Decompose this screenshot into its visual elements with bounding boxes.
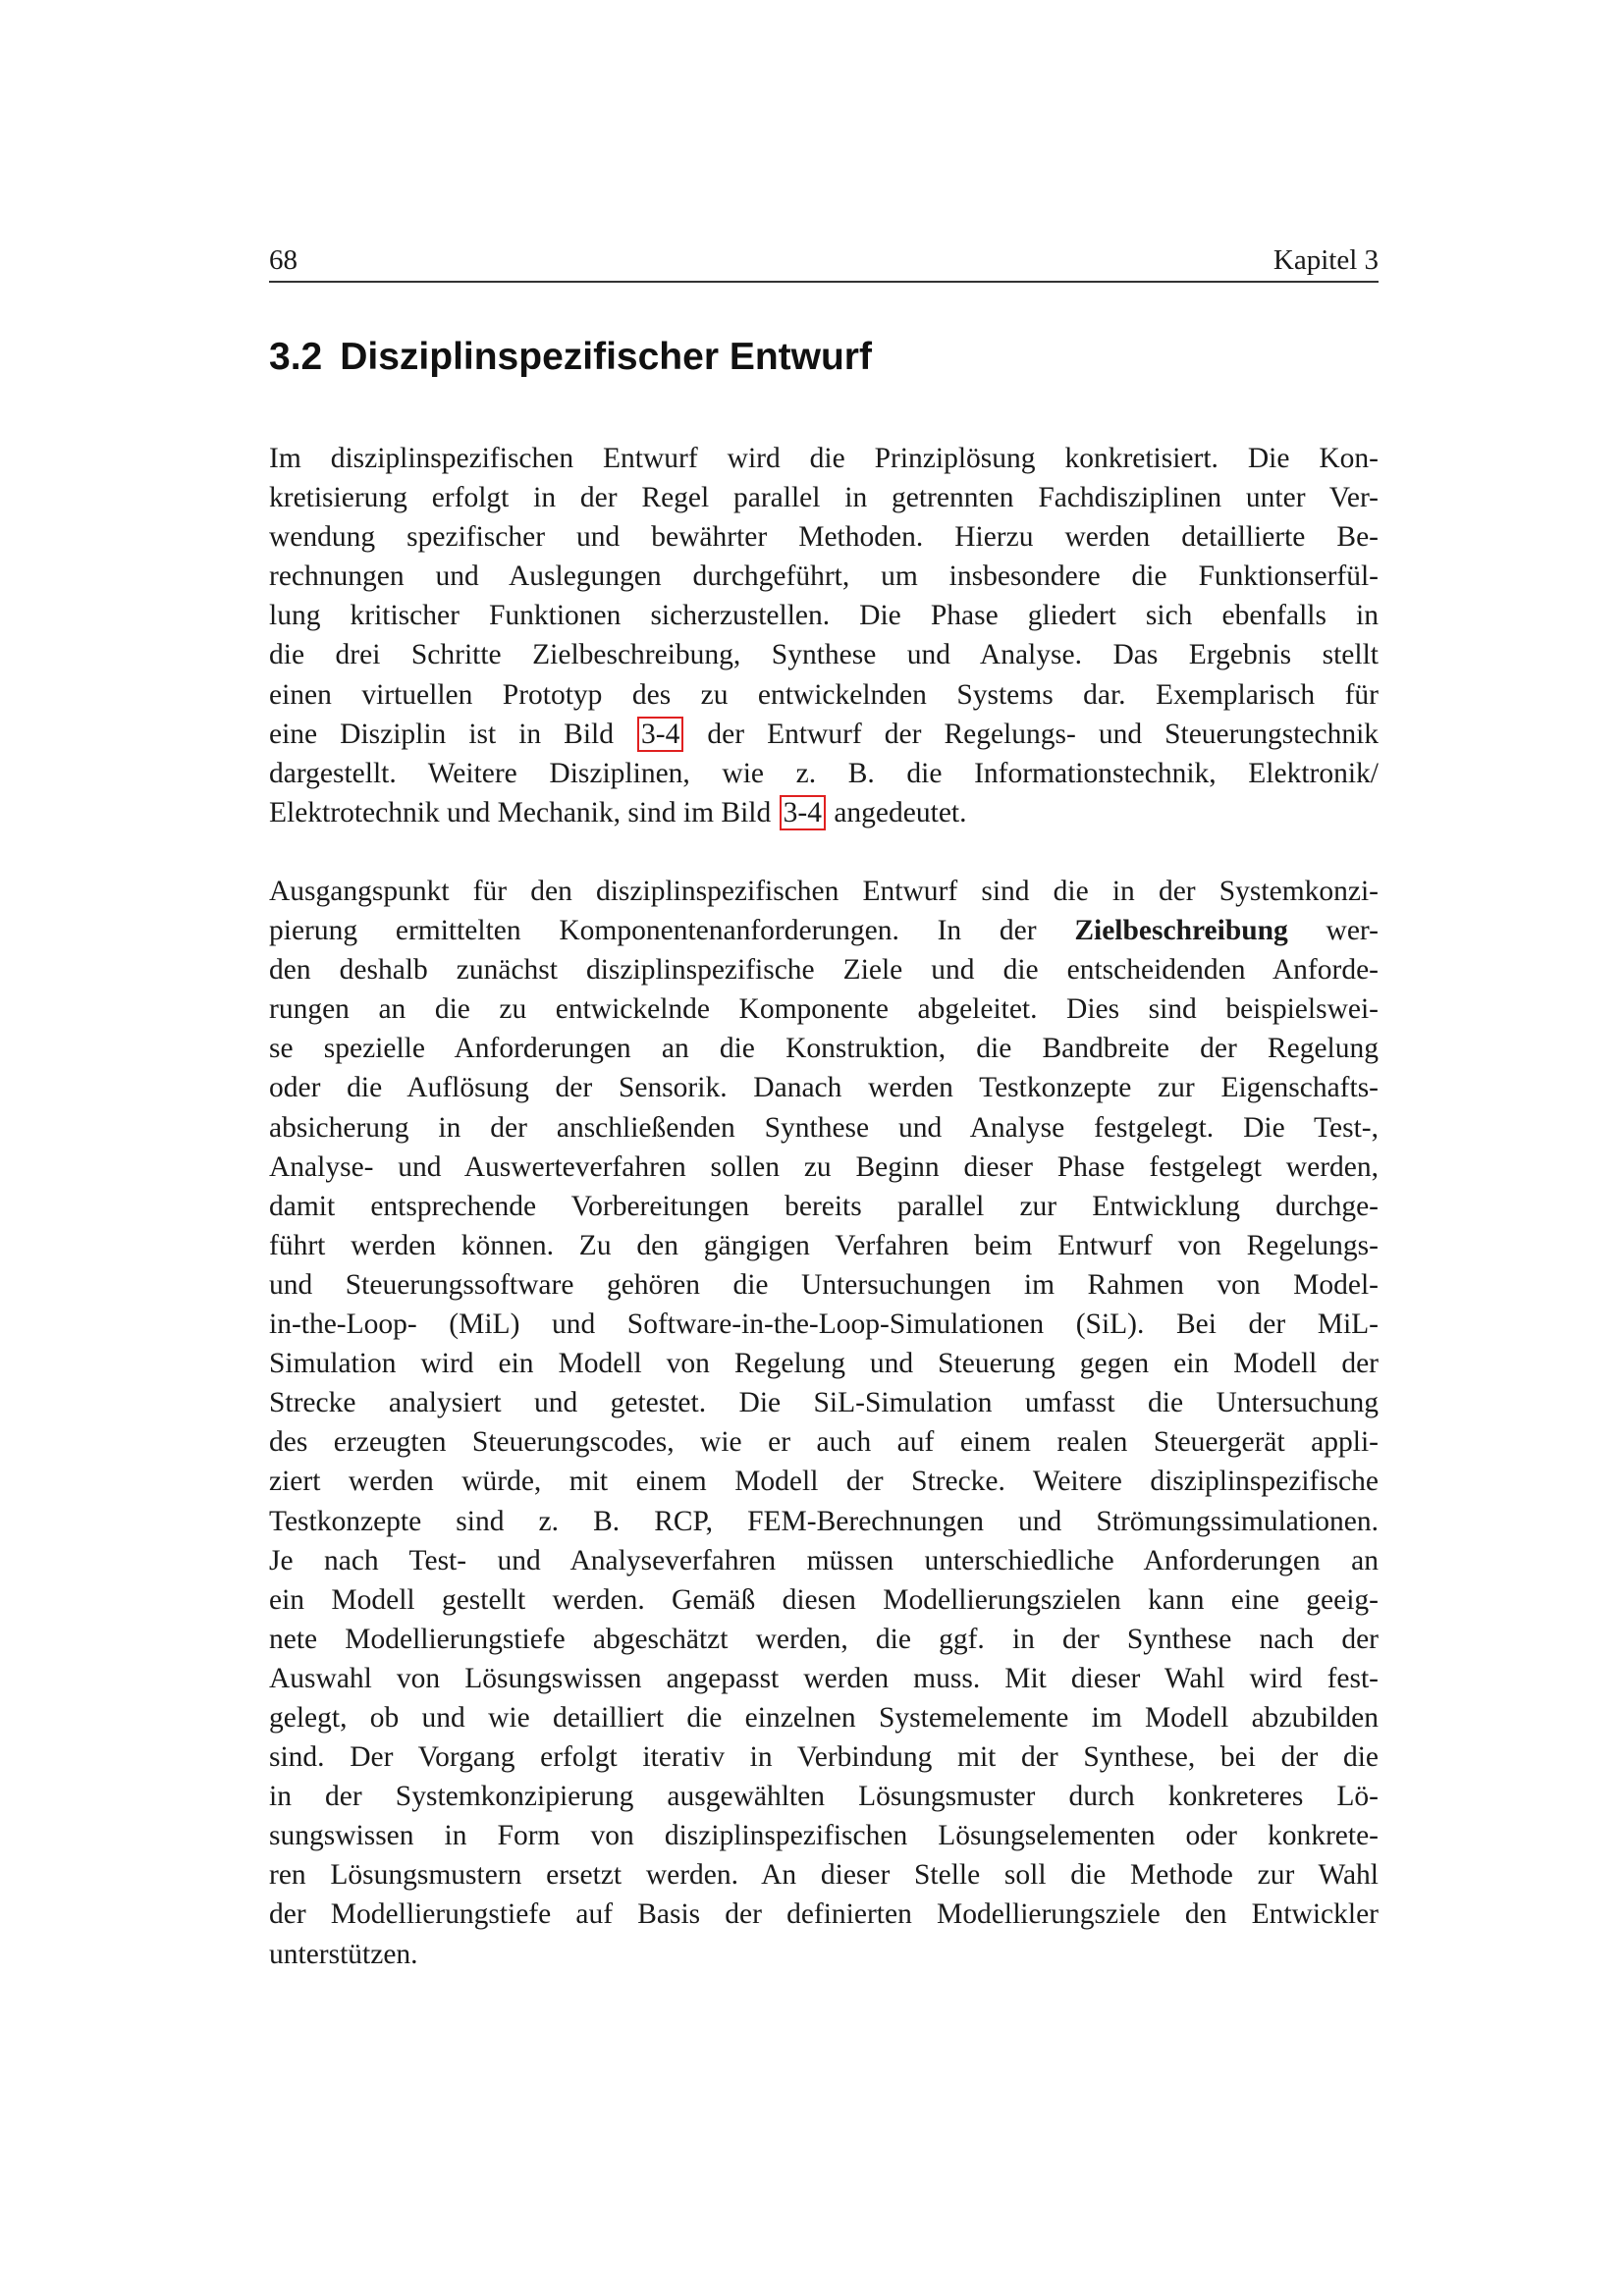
text-segment: der Entwurf der Regelungs- und Steuerungstechnik [707, 718, 1380, 750]
section-heading [269, 334, 872, 381]
text-line: absicherung in der anschließenden Synthese und Analyse festgelegt. Die Test-, [269, 1111, 1379, 1144]
text-line: oder die Auflösung der Sensorik. Danach werden Testkonzepte zur Eigenschafts- [269, 1072, 1379, 1104]
figure-reference-link[interactable]: 3-4 [780, 795, 826, 830]
text-line: Ausgangspunkt für den disziplinspezifischen Entwurf sind die in der Systemkonzi- [269, 876, 1379, 907]
text-line: die drei Schritte Zielbeschreibung, Synthese und Analyse. Das Ergebnis stellt [269, 639, 1379, 671]
text-line: ziert werden würde, mit einem Modell der Strecke. Weitere disziplinspezifische [269, 1466, 1379, 1498]
text-line: gelegt, ob und wie detailliert die einzelnen Systemelemente im Modell abzubilden [269, 1701, 1379, 1734]
chapter-label: Kapitel 3 [1272, 244, 1379, 276]
text-line: Auswahl von Lösungswissen angepasst werden muss. Mit dieser Wahl wird fest- [269, 1662, 1379, 1694]
text-line: ein Modell gestellt werden. Gemäß diesen Modellierungszielen kann eine geeig- [269, 1583, 1379, 1616]
text-line: nete Modellierungstiefe abgeschätzt werden, die ggf. in der Synthese nach der [269, 1623, 1379, 1655]
text-line: dargestellt. Weitere Disziplinen, wie z. B. die Informationstechnik, Elektronik/ [269, 757, 1379, 789]
text-line: Im disziplinspezifischen Entwurf wird die Prinziplösung konkretisiert. Die Kon- [269, 443, 1379, 474]
text-line: des erzeugten Steuerungscodes, wie er auch auf einem realen Steuergerät appli- [269, 1426, 1379, 1459]
page-number: 68 [269, 244, 298, 276]
section-title: Disziplinspezifischer Entwurf [340, 336, 872, 378]
text-line: rungen an die zu entwickelnde Komponente abgeleitet. Dies sind beispielswei- [269, 993, 1379, 1026]
text-line: unterstützen. [269, 1938, 418, 1970]
text-segment: eine Disziplin ist in Bild [269, 718, 614, 750]
text-line: damit entsprechende Vorbereitungen bereits parallel zur Entwicklung durchge- [269, 1190, 1379, 1222]
page-header [269, 243, 1379, 283]
text-line: und Steuerungssoftware gehören die Untersuchungen im Rahmen von Model- [269, 1268, 1379, 1301]
section-number: 3.2 [269, 336, 323, 378]
text-line: den deshalb zunächst disziplinspezifische Ziele und die entscheidenden Anforde- [269, 954, 1379, 987]
bold-term: Zielbeschreibung [1074, 915, 1288, 947]
text-segment: angedeutet. [834, 796, 967, 828]
text-line: ren Lösungsmustern ersetzt werden. An dieser Stelle soll die Methode zur Wahl [269, 1859, 1379, 1892]
text-line: in der Systemkonzipierung ausgewählten Lösungsmuster durch konkreteres Lö- [269, 1781, 1379, 1813]
text-line: einen virtuellen Prototyp des zu entwickelnden Systems dar. Exemplarisch für [269, 678, 1379, 711]
text-line [269, 715, 1379, 754]
text-line: sind. Der Vorgang erfolgt iterativ in Verbindung mit der Synthese, bei der die [269, 1741, 1379, 1774]
text-line: Testkonzepte sind z. B. RCP, FEM-Berechnungen und Strömungssimulationen. [269, 1505, 1379, 1537]
text-line: sungswissen in Form von disziplinspezifischen Lösungselementen oder konkrete- [269, 1820, 1379, 1852]
text-segment: pierung ermittelten Komponentenanforderungen. In der [269, 915, 1037, 947]
text-line [269, 911, 1379, 950]
text-segment: Elektrotechnik und Mechanik, sind im Bild [269, 796, 772, 828]
text-line: se spezielle Anforderungen an die Konstruktion, die Bandbreite der Regelung [269, 1033, 1379, 1065]
text-line [269, 793, 1379, 832]
text-line: Je nach Test- und Analyseverfahren müssen unterschiedliche Anforderungen an [269, 1544, 1379, 1576]
text-line: lung kritischer Funktionen sicherzustellen. Die Phase gliedert sich ebenfalls in [269, 600, 1379, 632]
text-line: wendung spezifischer und bewährter Methoden. Hierzu werden detaillierte Be- [269, 521, 1379, 554]
text-line: Analyse- und Auswerteverfahren sollen zu Beginn dieser Phase festgelegt werden, [269, 1150, 1379, 1183]
text-line: der Modellierungstiefe auf Basis der definierten Modellierungsziele den Entwickler [269, 1898, 1379, 1931]
paragraph-main [269, 872, 1379, 1974]
paragraph-intro [269, 439, 1379, 832]
text-segment: wer- [1326, 915, 1379, 947]
text-line: in-the-Loop- (MiL) und Software-in-the-Loop-Simulationen (SiL). Bei der MiL- [269, 1308, 1379, 1341]
text-line: rechnungen und Auslegungen durchgeführt, um insbesondere die Funktionserfül- [269, 561, 1379, 593]
text-line: Simulation wird ein Modell von Regelung und Steuerung gegen ein Modell der [269, 1348, 1379, 1380]
text-line: Strecke analysiert und getestet. Die SiL-Simulation umfasst die Untersuchung [269, 1387, 1379, 1419]
text-line: kretisierung erfolgt in der Regel parallel in getrennten Fachdisziplinen unter Ver- [269, 482, 1379, 514]
text-line: führt werden können. Zu den gängigen Verfahren beim Entwurf von Regelungs- [269, 1229, 1379, 1261]
figure-reference-link[interactable]: 3-4 [637, 717, 683, 752]
